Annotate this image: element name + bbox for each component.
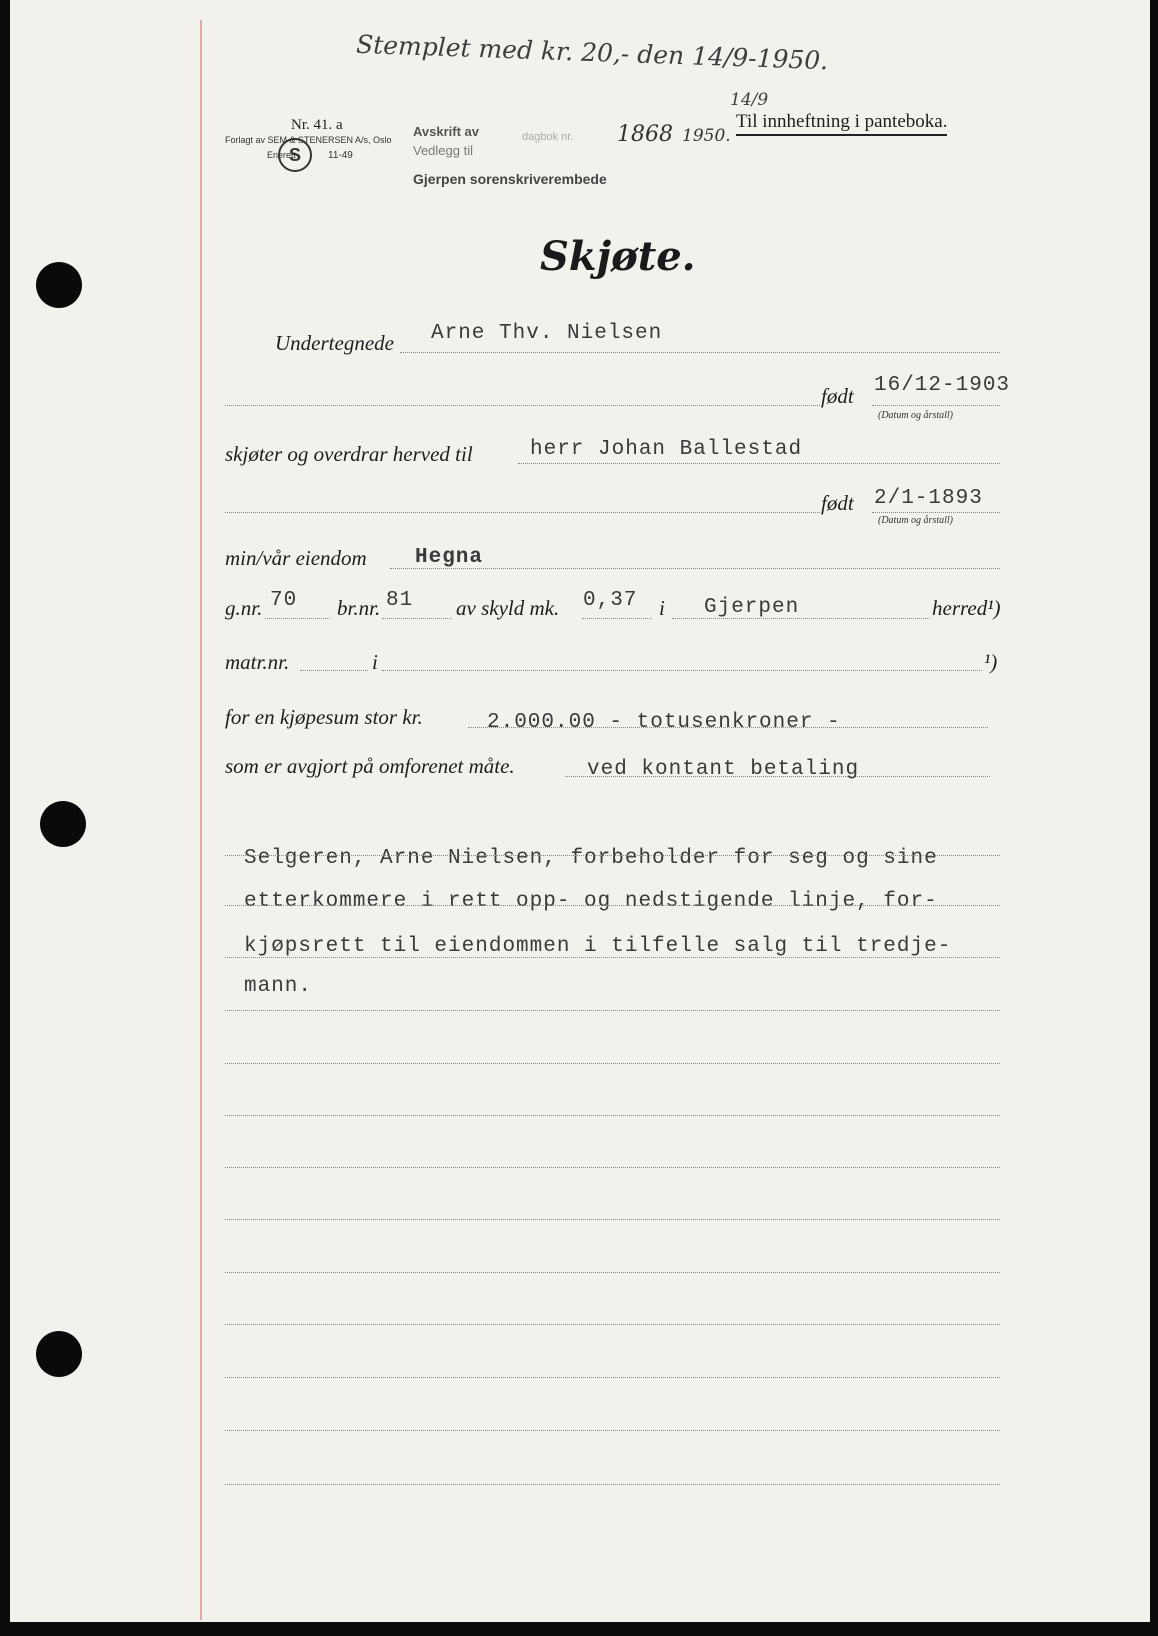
stamp-line1-faded: dagbok nr.	[522, 131, 574, 143]
stamp-line1: Avskrift av	[413, 124, 479, 139]
dotted-line	[225, 1377, 1000, 1378]
clause-line: Selgeren, Arne Nielsen, forbeholder for seg og sine	[244, 847, 938, 870]
skyld-label: av skyld mk.	[456, 596, 560, 620]
stamp-line2: Vedlegg til	[413, 143, 473, 158]
gnr-value: 70	[270, 589, 298, 612]
stamp-year: 1950.	[682, 126, 731, 146]
buyer-name: herr Johan Ballestad	[530, 438, 803, 461]
gnr-label: g.nr.	[225, 596, 263, 620]
matrnr-in: i	[372, 650, 378, 674]
clause-line: kjøpsrett til eiendommen i tilfelle salg til tredje-	[244, 935, 952, 958]
settled-label: som er avgjort på omforenet måte.	[225, 754, 515, 778]
footnote-mark: ¹)	[984, 650, 998, 674]
stamp-entry-number: 1868	[617, 122, 673, 147]
publisher-logo: S	[278, 138, 312, 172]
herred-label: herred¹)	[932, 596, 1001, 620]
scan-border-right	[1150, 0, 1158, 1636]
born-label: født	[821, 491, 854, 515]
dotted-line	[225, 405, 820, 406]
dotted-line	[382, 618, 452, 619]
clause-line: mann.	[244, 975, 313, 998]
dotted-line	[225, 855, 1000, 856]
dotted-line	[400, 352, 1000, 353]
dotted-line	[300, 670, 368, 671]
buyer-birth-date: 2/1-1893	[874, 487, 983, 510]
dotted-line	[225, 512, 820, 513]
dotted-line	[225, 1272, 1000, 1273]
undersigned-value: Arne Thv. Nielsen	[431, 322, 663, 345]
dotted-line	[225, 1167, 1000, 1168]
dotted-line	[382, 670, 982, 671]
transfer-label: skjøter og overdrar herved til	[225, 442, 473, 466]
property-name: Hegna	[415, 546, 484, 569]
dotted-line	[225, 1324, 1000, 1325]
skyld-value: 0,37	[583, 589, 638, 612]
in-label: i	[659, 596, 665, 620]
price-label: for en kjøpesum stor kr.	[225, 705, 423, 729]
publisher: Forlagt av SEM & STENERSEN A/s, Oslo	[225, 135, 392, 145]
margin-rule	[200, 20, 202, 1620]
filing-instruction: Til innheftning i panteboka.	[736, 111, 947, 136]
scan-border-left	[0, 0, 10, 1636]
date-hint: (Datum og årstall)	[878, 515, 953, 526]
rights-notice: Enerett	[267, 150, 297, 160]
edition: 11-49	[328, 150, 353, 161]
dotted-line	[265, 618, 330, 619]
dotted-line	[225, 1115, 1000, 1116]
date-hint: (Datum og årstall)	[878, 410, 953, 421]
form-number: Nr. 41. a	[291, 117, 343, 133]
price-value: 2.000.00 - totusenkroner -	[487, 711, 841, 734]
dotted-line	[225, 905, 1000, 906]
punch-hole	[36, 262, 82, 308]
dotted-line	[225, 1010, 1000, 1011]
scan-border-bottom	[0, 1622, 1158, 1636]
dotted-line	[225, 957, 1000, 958]
punch-hole	[36, 1331, 82, 1377]
brnr-value: 81	[386, 589, 414, 612]
dotted-line	[225, 1219, 1000, 1220]
brnr-label: br.nr.	[337, 596, 381, 620]
clause-line: etterkommere i rett opp- og nedstigende linje, for-	[244, 890, 938, 913]
property-label: min/vår eiendom	[225, 546, 367, 570]
undersigned-label: Undertegnede	[275, 331, 394, 355]
settled-value: ved kontant betaling	[587, 758, 860, 781]
dotted-line	[872, 405, 1000, 406]
dotted-line	[518, 463, 1000, 464]
document-title: Skjøte.	[540, 233, 696, 280]
dotted-line	[225, 1484, 1000, 1485]
punch-hole	[40, 801, 86, 847]
stamp-line3: Gjerpen sorenskriverembede	[413, 171, 607, 187]
marginal-date: 14/9	[730, 90, 769, 110]
municipality: Gjerpen	[704, 596, 800, 619]
seller-birth-date: 16/12-1903	[874, 374, 1011, 397]
born-label: født	[821, 384, 854, 408]
matrnr-label: matr.nr.	[225, 650, 290, 674]
dotted-line	[225, 1063, 1000, 1064]
dotted-line	[225, 1430, 1000, 1431]
handwritten-annotation: Stemplet med kr. 20,- den 14/9-1950.	[355, 29, 829, 76]
dotted-line	[872, 512, 1000, 513]
dotted-line	[582, 618, 652, 619]
